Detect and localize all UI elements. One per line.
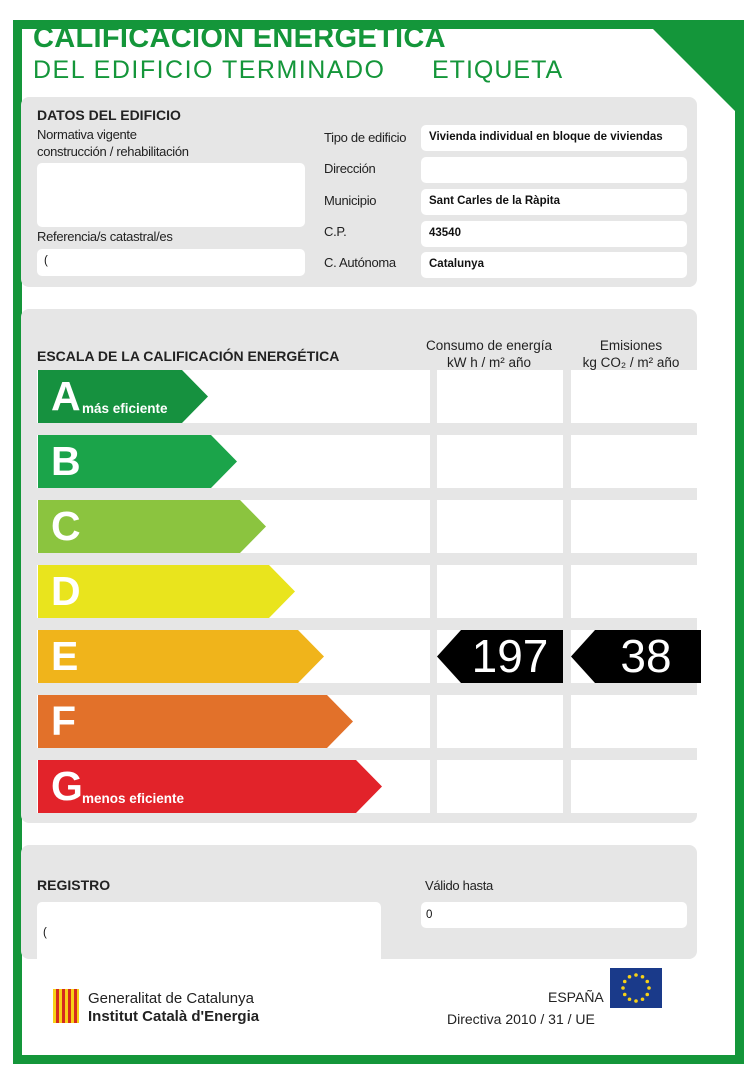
eu-star-icon: [641, 975, 645, 979]
title-line-2: DEL EDIFICIO TERMINADO: [33, 56, 386, 84]
emisiones-cell-d: [571, 565, 701, 618]
autonoma-label: C. Autónoma: [324, 255, 396, 270]
emisiones-cell-f: [571, 695, 701, 748]
eu-star-icon: [641, 997, 645, 1001]
registry-panel: [21, 845, 697, 959]
rating-letter-d: D: [51, 568, 81, 614]
emisiones-badge-value: 38: [620, 630, 672, 682]
valido-field: [421, 902, 687, 928]
normativa-label: Normativa vigente: [37, 127, 137, 142]
eu-star-icon: [647, 986, 651, 990]
referencia-label: Referencia/s catastral/es: [37, 229, 173, 244]
consumo-header-line1: Consumo de energía: [425, 338, 553, 353]
emisiones-header-line2: kg CO₂ / m² año: [582, 355, 680, 370]
title-line-1: CALIFICACIÓN ENERGÉTICA: [33, 22, 446, 54]
building-data-title: DATOS DEL EDIFICIO: [37, 107, 181, 123]
cp-field: [421, 221, 687, 247]
rating-arrow-e: [38, 630, 324, 683]
eu-star-icon: [645, 993, 649, 997]
eu-star-icon: [623, 980, 627, 984]
normativa-label-2: construcción / rehabilitación: [37, 144, 189, 159]
rating-subtitle-a: más eficiente: [82, 401, 168, 416]
org-line-1: Generalitat de Catalunya: [88, 990, 254, 1007]
rating-arrow-f: [38, 695, 353, 748]
autonoma-value: Catalunya: [429, 258, 484, 270]
emisiones-cell-g: [571, 760, 701, 813]
consumo-cell-f: [437, 695, 563, 748]
generalitat-flag-icon: [53, 989, 79, 1023]
eu-star-icon: [634, 973, 638, 977]
municipio-label: Municipio: [324, 193, 377, 208]
municipio-value: Sant Carles de la Ràpita: [429, 195, 561, 207]
rating-letter-g: G: [51, 763, 83, 809]
rating-subtitle-g: menos eficiente: [82, 791, 185, 806]
consumo-header-line2: kW h / m² año: [446, 355, 532, 370]
registro-field: [37, 902, 381, 965]
direccion-label: Dirección: [324, 161, 376, 176]
emisiones-header: [561, 338, 701, 370]
scale-title: ESCALA DE LA CALIFICACIÓN ENERGÉTICA: [37, 348, 340, 364]
country-label: ESPAÑA: [548, 989, 604, 1005]
emisiones-header-line1: Emisiones: [599, 338, 663, 353]
cp-value: 43540: [429, 227, 461, 239]
eu-flag-icon: [610, 968, 662, 1008]
consumo-cell-a: [437, 370, 563, 423]
registro-title: REGISTRO: [37, 877, 111, 893]
autonoma-field: [421, 252, 687, 278]
rating-letter-f: F: [51, 698, 77, 744]
consumo-cell-g: [437, 760, 563, 813]
tipo-field: [421, 125, 687, 151]
rating-letter-e: E: [51, 633, 79, 679]
org-line-2: Institut Català d'Energia: [88, 1008, 260, 1025]
rating-letter-b: B: [51, 438, 81, 484]
eu-star-icon: [634, 999, 638, 1003]
normativa-field: [37, 163, 305, 227]
registro-value: (: [43, 927, 47, 939]
rating-letter-a: A: [51, 373, 81, 419]
consumo-cell-c: [437, 500, 563, 553]
direccion-field: [421, 157, 687, 183]
consumo-header: [421, 338, 557, 370]
cp-label: C.P.: [324, 224, 347, 239]
eu-star-icon: [628, 975, 632, 979]
consumo-badge-value: 197: [471, 630, 549, 682]
eu-star-icon: [621, 986, 625, 990]
tipo-label: Tipo de edificio: [324, 130, 407, 145]
directive-label: Directiva 2010 / 31 / UE: [447, 1011, 595, 1027]
building-data-panel: [21, 97, 697, 287]
referencia-field: [37, 249, 305, 276]
municipio-field: [421, 189, 687, 215]
consumo-cell-d: [437, 565, 563, 618]
valido-label: Válido hasta: [425, 878, 493, 893]
eu-star-icon: [623, 993, 627, 997]
referencia-value: (: [44, 255, 48, 267]
rating-letter-c: C: [51, 503, 81, 549]
emisiones-cell-a: [571, 370, 701, 423]
energy-scale-panel: [21, 309, 697, 823]
consumo-cell-b: [437, 435, 563, 488]
etiqueta-label: ETIQUETA: [432, 56, 564, 84]
emisiones-cell-b: [571, 435, 701, 488]
emisiones-cell-c: [571, 500, 701, 553]
tipo-value: Vivienda individual en bloque de viviendas: [429, 131, 663, 143]
eu-star-icon: [645, 980, 649, 984]
valido-value: 0: [426, 909, 433, 921]
eu-star-icon: [628, 997, 632, 1001]
